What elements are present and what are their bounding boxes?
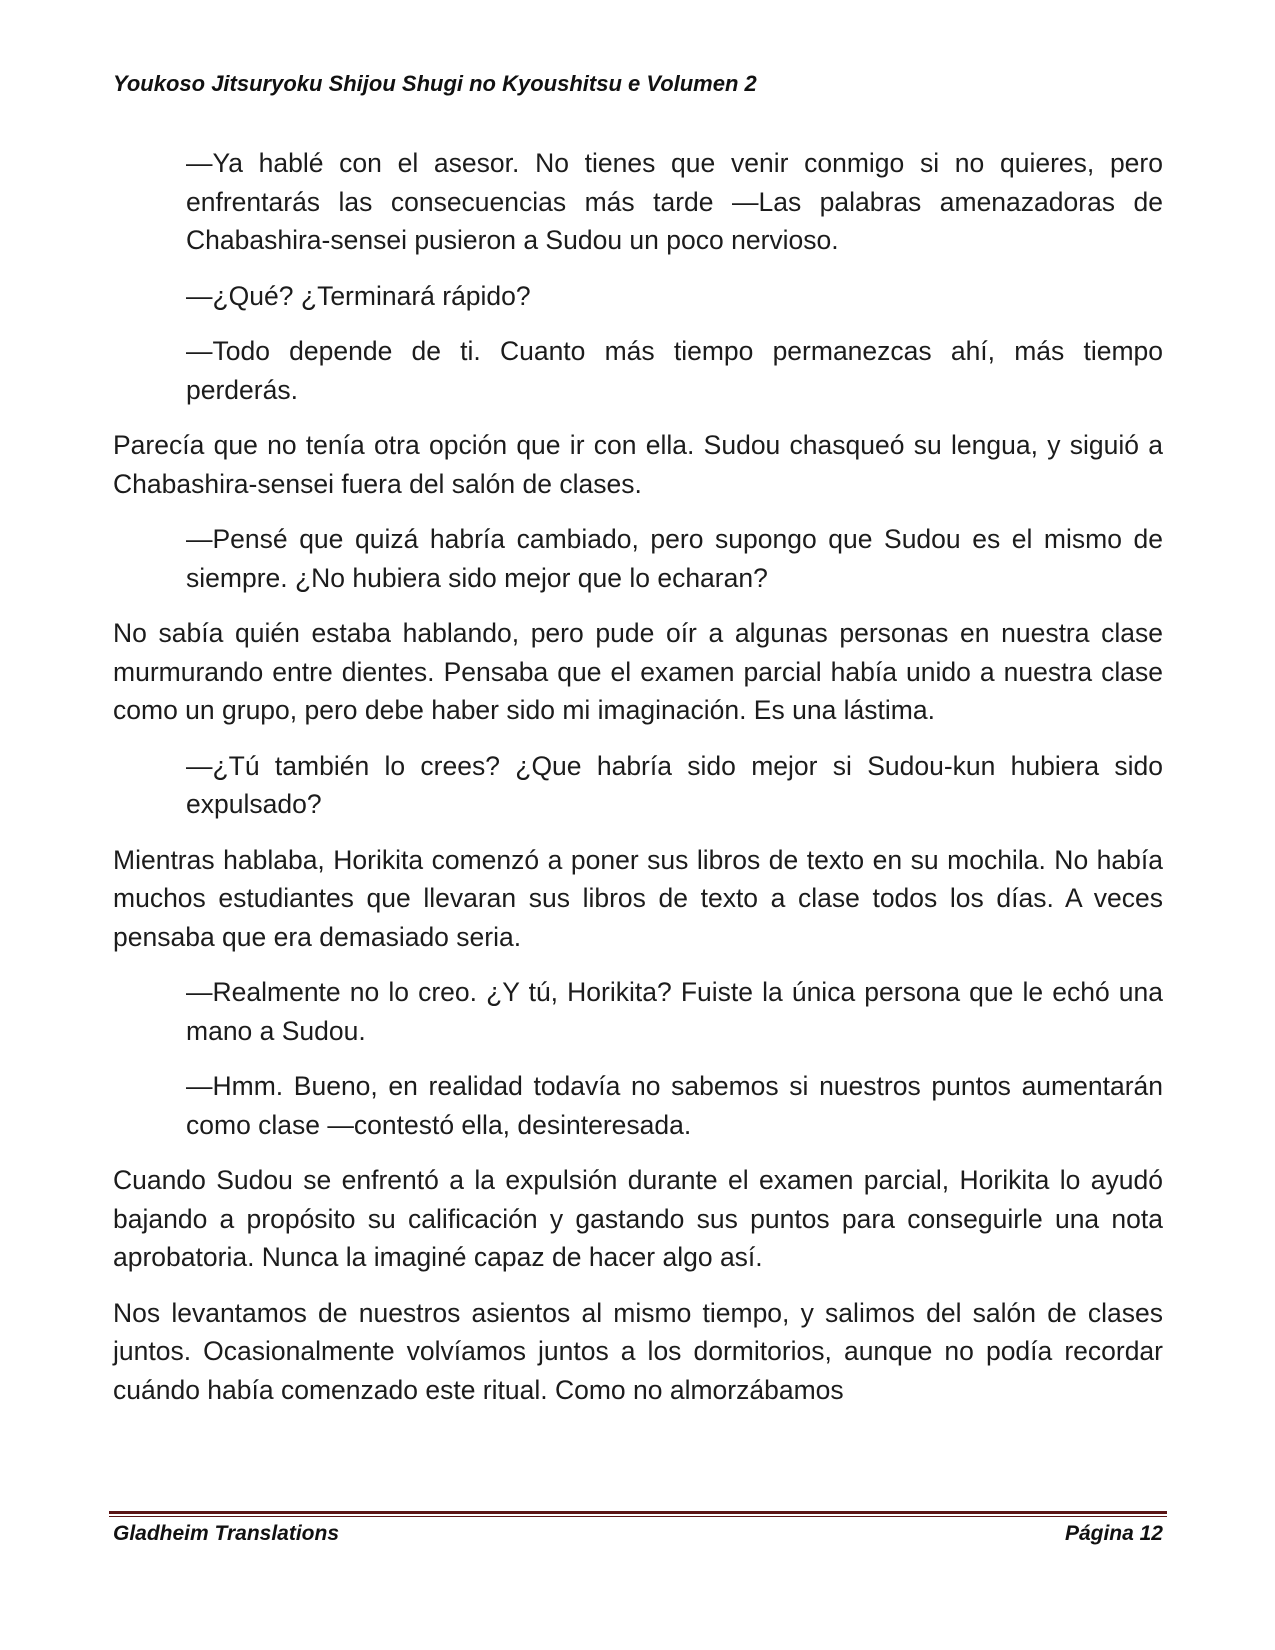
paragraph-narration: No sabía quién estaba hablando, pero pude oír a algunas personas en nuestra clase murmurando entre dientes. Pensaba que el examen parcial había unido a nuestra clase como un grupo, pero debe haber sido mi imaginación. Es una lástima. xyxy=(113,618,1163,725)
paragraph-dialogue: —Hmm. Bueno, en realidad todavía no sabemos si nuestros puntos aumentarán como clase —contestó ella, desinteresada. xyxy=(186,1071,1163,1140)
paragraph-narration: Parecía que no tenía otra opción que ir con ella. Sudou chasqueó su lengua, y siguió a Chabashira-sensei fuera del salón de clases. xyxy=(113,430,1163,499)
paragraph-dialogue: —Ya hablé con el asesor. No tienes que venir conmigo si no quieres, pero enfrentarás las consecuencias más tarde —Las palabras amenazadoras de Chabashira-sensei pusieron a Sudou un poco nervioso. xyxy=(186,148,1163,255)
paragraph-narration: Nos levantamos de nuestros asientos al mismo tiempo, y salimos del salón de clases juntos. Ocasionalmente volvíamos juntos a los dormitorios, aunque no podía recordar cuándo había comenzado este ritual. Como no almorzábamos xyxy=(113,1297,1163,1405)
footer-credit: Gladheim Translations xyxy=(113,1522,340,1545)
page-header-title: Youkoso Jitsuryoku Shijou Shugi no Kyoushitsu e Volumen 2 xyxy=(113,71,757,96)
paragraph-narration: Cuando Sudou se enfrentó a la expulsión durante el examen parcial, Horikita lo ayudó bajando a propósito su calificación y gastando sus puntos para conseguirle una nota aprobatoria. Nunca la imaginé capaz de hacer algo así. xyxy=(113,1165,1163,1272)
page-body xyxy=(113,144,1163,1426)
paragraph-dialogue: —¿Tú también lo crees? ¿Que habría sido mejor si Sudou-kun hubiera sido expulsado? xyxy=(186,750,1163,819)
footer-divider xyxy=(109,1511,1167,1514)
paragraph-dialogue: —¿Qué? ¿Terminará rápido? xyxy=(186,280,531,311)
paragraph-dialogue: —Realmente no lo creo. ¿Y tú, Horikita? Fuiste la única persona que le echó una mano a Sudou. xyxy=(186,977,1163,1046)
page-number: Página 12 xyxy=(1064,1522,1163,1545)
paragraph-dialogue: —Todo depende de ti. Cuanto más tiempo permanezcas ahí, más tiempo perderás. xyxy=(186,336,1163,405)
page-footer xyxy=(113,1522,1163,1546)
paragraph-dialogue: —Pensé que quizá habría cambiado, pero supongo que Sudou es el mismo de siempre. ¿No hubiera sido mejor que lo echaran? xyxy=(186,524,1163,593)
paragraph-narration: Mientras hablaba, Horikita comenzó a poner sus libros de texto en su mochila. No había muchos estudiantes que llevaran sus libros de texto a clase todos los días. A veces pensaba que era demasiado seria. xyxy=(113,844,1163,952)
footer-divider-thin xyxy=(109,1516,1167,1517)
